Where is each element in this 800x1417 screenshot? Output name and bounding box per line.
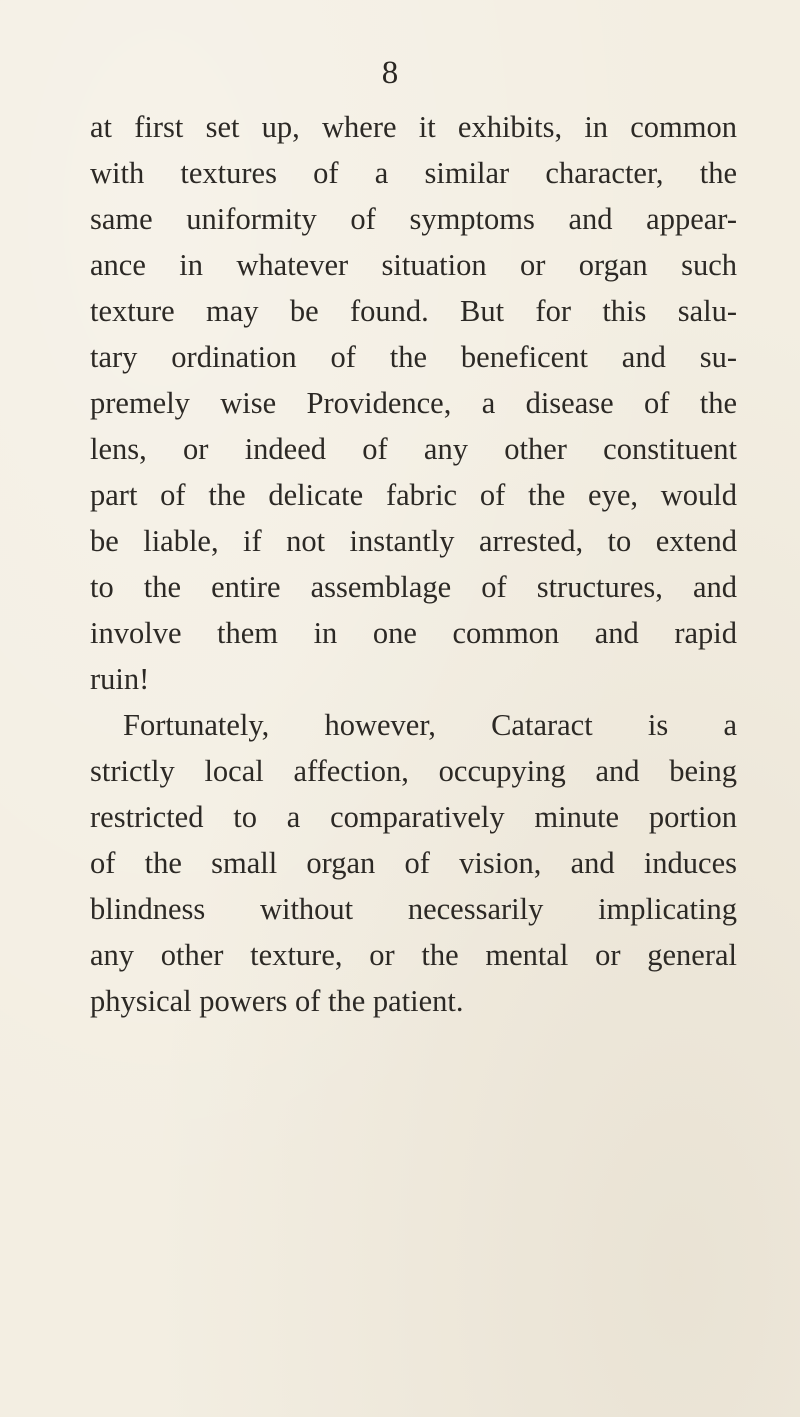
text-line: premely wise Providence, a disease of the [90, 386, 737, 420]
text-line: involve them in one common and rapid [90, 616, 737, 650]
text-line: with textures of a similar character, the [90, 156, 737, 190]
text-line: be liable, if not instantly arrested, to extend [90, 524, 737, 558]
text-line: Fortunately, however, Cataract is a [123, 708, 737, 742]
text-line: ance in whatever situation or organ such [90, 248, 737, 282]
text-line: of the small organ of vision, and induces [90, 846, 737, 880]
text-line: any other texture, or the mental or general [90, 938, 737, 972]
text-line: restricted to a comparatively minute portion [90, 800, 737, 834]
text-line: strictly local affection, occupying and being [90, 754, 737, 788]
text-line: tary ordination of the beneficent and su- [90, 340, 737, 374]
body-text [90, 104, 737, 1024]
text-line: to the entire assemblage of structures, and [90, 570, 737, 604]
text-line: at first set up, where it exhibits, in common [90, 110, 737, 144]
text-line: blindness without necessarily implicating [90, 892, 737, 926]
text-line: physical powers of the patient. [90, 984, 464, 1018]
text-line: texture may be found. But for this salu- [90, 294, 737, 328]
text-line: ruin! [90, 662, 150, 696]
text-line: part of the delicate fabric of the eye, would [90, 478, 737, 512]
text-line: lens, or indeed of any other constituent [90, 432, 737, 466]
page-number: 8 [381, 55, 399, 91]
text-line: same uniformity of symptoms and appear- [90, 202, 737, 236]
